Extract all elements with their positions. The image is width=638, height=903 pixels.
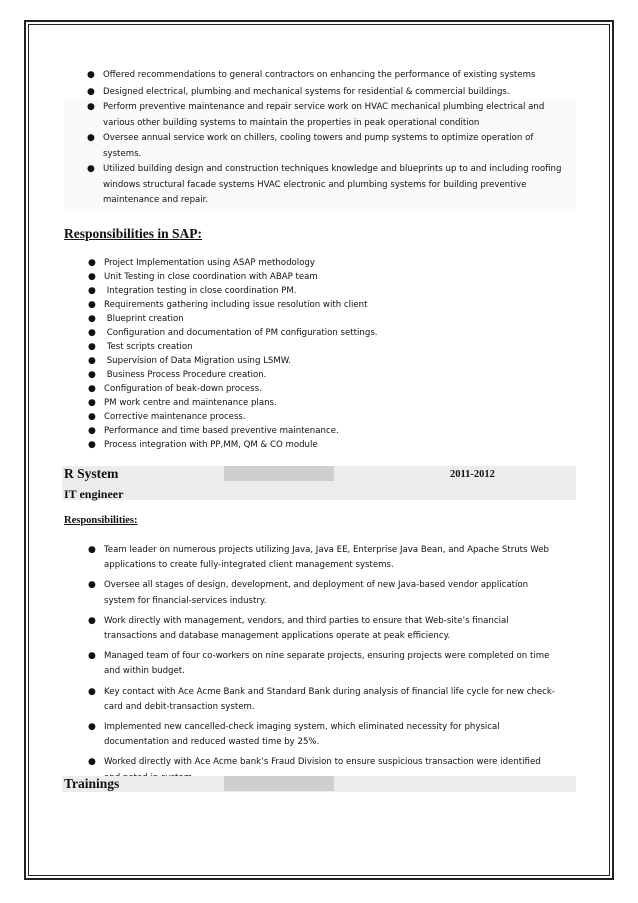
- bullet-item: ● Implemented new cancelled-check imaging system, which eliminated necessity for physical documentation and reduced wasted time by 25%.: [88, 722, 500, 748]
- bullet-item: ● Project Implementation using ASAP methodology: [88, 258, 315, 268]
- bullet-item: ● Team leader on numerous projects utilizing Java, Java EE, Enterprise Java Bean, and Apache Struts Web applications to create fully-integrated client management systems.: [88, 545, 549, 571]
- bullet-icon: ●: [87, 164, 95, 174]
- bullet-icon: ●: [88, 370, 96, 380]
- bullet-item: ● Key contact with Ace Acme Bank and Standard Bank during analysis of financial life cycle for new check- card and debit-transaction system.: [88, 686, 555, 712]
- bullet-icon: ●: [88, 722, 96, 733]
- bullet-icon: ●: [88, 286, 96, 296]
- bullet-icon: ●: [88, 258, 96, 268]
- bullet-icon: ●: [88, 342, 96, 352]
- bullet-icon: ●: [88, 426, 96, 436]
- bullet-icon: ●: [87, 70, 95, 80]
- bullet-icon: ●: [88, 686, 96, 697]
- bullet-item: ● PM work centre and maintenance plans.: [88, 398, 277, 408]
- experience-bullets: [87, 68, 573, 209]
- bullet-continuation: maintenance and repair.: [103, 195, 209, 205]
- bullet-item: ● Process integration with PP,MM, QM & CO module: [88, 440, 318, 450]
- bullet-icon: ●: [88, 545, 96, 555]
- bullet-icon: ●: [87, 133, 95, 143]
- responsibilities-label: Responsibilities:: [64, 515, 138, 526]
- bullet-icon: ●: [88, 398, 96, 408]
- bullet-item: ● Designed electrical, plumbing and mechanical systems for residential & commercial buildings.: [103, 85, 573, 101]
- job-role: IT engineer: [64, 487, 124, 501]
- trainings-title: Trainings: [64, 776, 120, 791]
- bullet-item: ● Corrective maintenance process.: [88, 412, 246, 422]
- bullet-item: ● Perform preventive maintenance and repair service work on HVAC mechanical plumbing electrical and: [103, 100, 573, 116]
- bullet-item: ● Integration testing in close coordination PM.: [88, 286, 297, 296]
- bullet-icon: ●: [88, 440, 96, 450]
- job-header-accent: [224, 466, 334, 481]
- bullet-item: ● Configuration of beak-down process.: [88, 384, 262, 394]
- bullet-continuation: windows structural facade systems HVAC electronic and plumbing systems for building preventive: [103, 179, 527, 190]
- bullet-icon: ●: [88, 412, 96, 422]
- bullet-icon: ●: [88, 757, 96, 768]
- bullet-icon: ●: [87, 86, 95, 97]
- bullet-icon: ●: [88, 356, 96, 366]
- bullet-continuation: systems.: [103, 148, 142, 159]
- bullet-item: ● Configuration and documentation of PM configuration settings.: [88, 328, 378, 338]
- bullet-icon: ●: [88, 314, 96, 324]
- bullet-icon: ●: [88, 580, 96, 591]
- bullet-item: ● Work directly with management, vendors, and third parties to ensure that Web-site’s financial transactions and database management applications operate at peak efficiency.: [88, 615, 509, 642]
- bullet-item: ● Performance and time based preventive maintenance.: [88, 426, 339, 436]
- bullet-item: ● Unit Testing in close coordination with ABAP team: [88, 272, 318, 282]
- bullet-item: ● Test scripts creation: [88, 342, 193, 352]
- bullet-item: ● Business Process Procedure creation.: [88, 370, 267, 380]
- bullet-item: ● Oversee all stages of design, development, and deployment of new Java-based vendor application system for financial-services industry.: [88, 580, 529, 606]
- bullet-icon: ●: [88, 328, 96, 338]
- trainings-accent: [224, 776, 334, 791]
- bullet-item: ● Offered recommendations to general contractors on enhancing the performance of existing systems: [103, 68, 573, 84]
- bullet-icon: ●: [88, 384, 96, 394]
- sap-section-title: Responsibilities in SAP:: [64, 226, 203, 241]
- sap-bullets: [88, 256, 524, 452]
- bullet-icon: ●: [88, 615, 96, 626]
- bullet-item: ● Requirements gathering including issue resolution with client: [88, 300, 368, 310]
- job-years: 2011-2012: [450, 469, 495, 480]
- bullet-item: ● Worked directly with Ace Acme bank’s Fraud Division to ensure suspicious transaction were identified: [104, 755, 564, 785]
- bullet-item: ● Utilized building design and construction techniques knowledge and blueprints up to and including roofing: [103, 162, 573, 178]
- bullet-icon: ●: [88, 300, 96, 310]
- company-name: R System: [64, 466, 119, 481]
- bullet-item: ● Blueprint creation: [88, 314, 184, 324]
- bullet-item: ● Supervision of Data Migration using LSMW.: [88, 356, 292, 366]
- bullet-icon: ●: [88, 272, 96, 282]
- bullet-icon: ●: [88, 651, 96, 662]
- bullet-item: ● Oversee annual service work on chillers, cooling towers and pump systems to optimize operation of: [103, 131, 573, 147]
- bullet-icon: ●: [87, 102, 95, 112]
- bullet-continuation: various other building systems to maintain the properties in peak operational condition: [103, 117, 480, 128]
- bullet-item: ● Managed team of four co-workers on nine separate projects, ensuring projects were completed on time and within budget.: [88, 651, 550, 677]
